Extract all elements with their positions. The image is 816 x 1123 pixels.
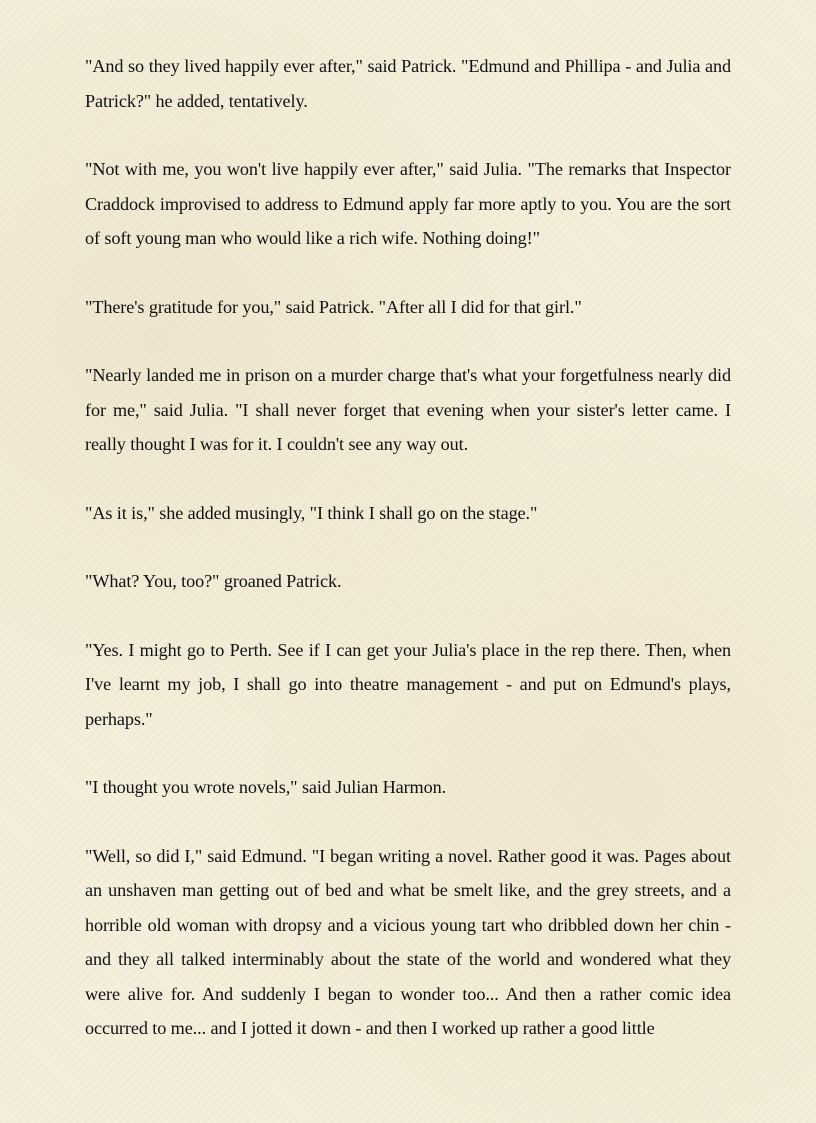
paragraph-2: "Not with me, you won't live happily ever after," said Julia. "The remarks that Inspector Craddock improvised to address to Edmund apply far more aptly to you. You are the sort of soft young man who would like a rich wife. Nothing doing!" xyxy=(85,159,731,248)
paragraph-1: "And so they lived happily ever after," said Patrick. "Edmund and Phillipa - and Julia and Patrick?" he added, tentatively. xyxy=(85,56,731,111)
paragraph-8: "I thought you wrote novels," said Julian Harmon. xyxy=(85,777,447,797)
paragraph-6: "What? You, too?" groaned Patrick. xyxy=(85,571,342,591)
paragraph-4: "Nearly landed me in prison on a murder charge that's what your forgetfulness nearly did for me," said Julia. "I shall never forget that evening when your sister's letter came. I really thought I was for it. I couldn't see any way out. xyxy=(85,365,731,454)
paragraph-5: "As it is," she added musingly, "I think I shall go on the stage." xyxy=(85,502,538,523)
paragraph-9: "Well, so did I," said Edmund. "I began writing a novel. Rather good it was. Pages about an unshaven man getting out of bed and what be smelt like, and the grey streets, and a horrible old woman with dropsy and a vicious young tart who dribbled down her chin - and they all talked interminably about the state of the world and wondered what they were alive for. And suddenly I began to wonder too... And then a rather comic idea occurred to me... and I jotted it down - and then I worked up rather a good little xyxy=(85,845,731,1038)
paragraph-3: "There's gratitude for you," said Patrick. "After all I did for that girl." xyxy=(85,296,582,317)
paragraph-7: "Yes. I might go to Perth. See if I can get your Julia's place in the rep there. Then, when I've learnt my job, I shall go into theatre management - and put on Edmund's plays, perhaps." xyxy=(85,639,731,729)
